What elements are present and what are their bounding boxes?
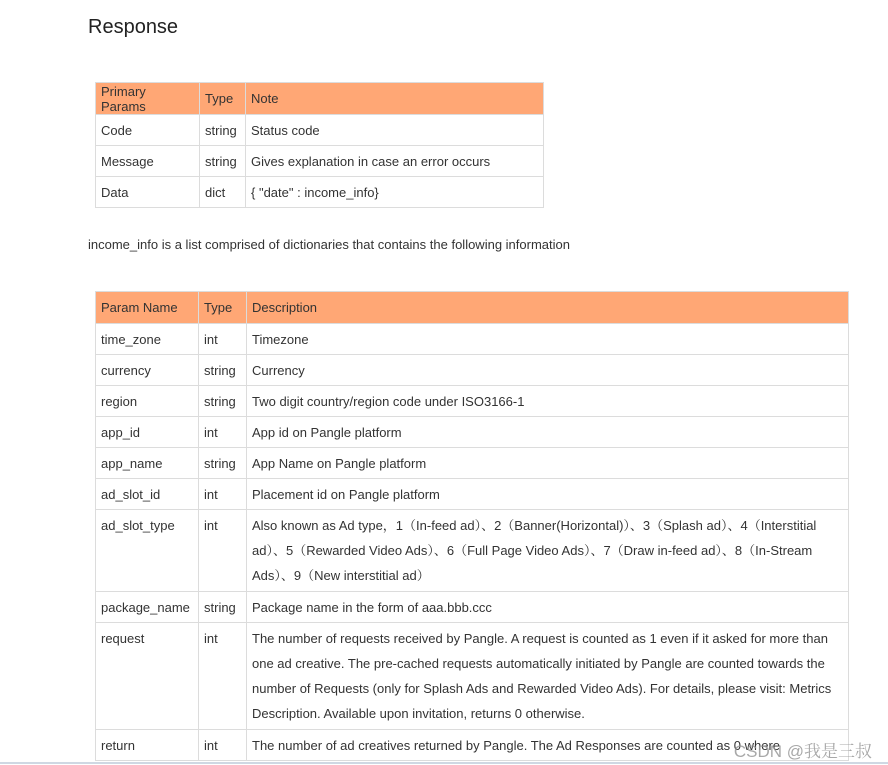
description-cell: The number of requests received by Pangle. A request is counted as 1 even if it asked for more than one ad creative. The pre-cached requests automatically initiated by Pangle are counted towards the number of Requests (only for Splash Ads and Rewarded Video Ads). For details, please visit: Metrics Description. Available upon invitation, returns 0 otherwise. [247, 623, 849, 730]
param-name-cell: time_zone [96, 324, 199, 355]
param-name-cell: currency [96, 355, 199, 386]
type-cell: dict [200, 177, 246, 208]
description-cell: App Name on Pangle platform [247, 448, 849, 479]
type-cell: int [199, 623, 247, 730]
description-cell: Package name in the form of aaa.bbb.ccc [247, 592, 849, 623]
param-name-cell: region [96, 386, 199, 417]
description-cell: Timezone [247, 324, 849, 355]
type-cell: string [199, 448, 247, 479]
description-cell: Currency [247, 355, 849, 386]
type-cell: int [199, 510, 247, 592]
note-cell: Status code [246, 115, 544, 146]
column-header: Type [200, 83, 246, 115]
type-cell: string [200, 146, 246, 177]
param-name-cell: app_id [96, 417, 199, 448]
column-header: Description [247, 292, 849, 324]
income-info-table [95, 291, 849, 761]
type-cell: string [200, 115, 246, 146]
type-cell: int [199, 324, 247, 355]
column-header: Note [246, 83, 544, 115]
table-row [96, 115, 544, 146]
description-cell: The number of ad creatives returned by Pangle. The Ad Responses are counted as 0 where [247, 730, 849, 761]
param-name-cell: return [96, 730, 199, 761]
table-row [96, 623, 849, 730]
column-header: Type [199, 292, 247, 324]
param-name-cell: ad_slot_id [96, 479, 199, 510]
param-name-cell: request [96, 623, 199, 730]
column-header: Primary Params [96, 83, 200, 115]
table-row [96, 324, 849, 355]
description-cell: Placement id on Pangle platform [247, 479, 849, 510]
type-cell: string [199, 355, 247, 386]
table-row [96, 355, 849, 386]
table-row [96, 479, 849, 510]
type-cell: string [199, 592, 247, 623]
note-cell: { "date" : income_info} [246, 177, 544, 208]
type-cell: int [199, 730, 247, 761]
table-row [96, 510, 849, 592]
table-row [96, 448, 849, 479]
table-header-row [96, 83, 544, 115]
param-name-cell: ad_slot_type [96, 510, 199, 592]
description-cell: Also known as Ad type，1（In-feed ad）、2（Banner(Horizontal)）、3（Splash ad）、4（Interstitial ad）、5（Rewarded Video Ads）、6（Full Page Video Ads）、7（Draw in-feed ad）、8（In-Stream Ads）、9（New interstitial ad） [247, 510, 849, 592]
watermark: CSDN @我是三叔 [733, 742, 872, 761]
note-cell: Gives explanation in case an error occurs [246, 146, 544, 177]
param-name-cell: Code [96, 115, 200, 146]
type-cell: string [199, 386, 247, 417]
param-name-cell: package_name [96, 592, 199, 623]
bottom-divider [0, 762, 888, 764]
table-row [96, 592, 849, 623]
type-cell: int [199, 479, 247, 510]
table-row [96, 417, 849, 448]
param-name-cell: app_name [96, 448, 199, 479]
column-header: Param Name [96, 292, 199, 324]
description-cell: App id on Pangle platform [247, 417, 849, 448]
table-header-row [96, 292, 849, 324]
description-cell: Two digit country/region code under ISO3166-1 [247, 386, 849, 417]
table-row [96, 386, 849, 417]
table-row [96, 177, 544, 208]
primary-params-table [95, 82, 544, 208]
param-name-cell: Message [96, 146, 200, 177]
table-row [96, 146, 544, 177]
type-cell: int [199, 417, 247, 448]
page-title: Response [88, 16, 179, 38]
param-name-cell: Data [96, 177, 200, 208]
intro-paragraph: income_info is a list comprised of dictionaries that contains the following information [88, 237, 570, 252]
